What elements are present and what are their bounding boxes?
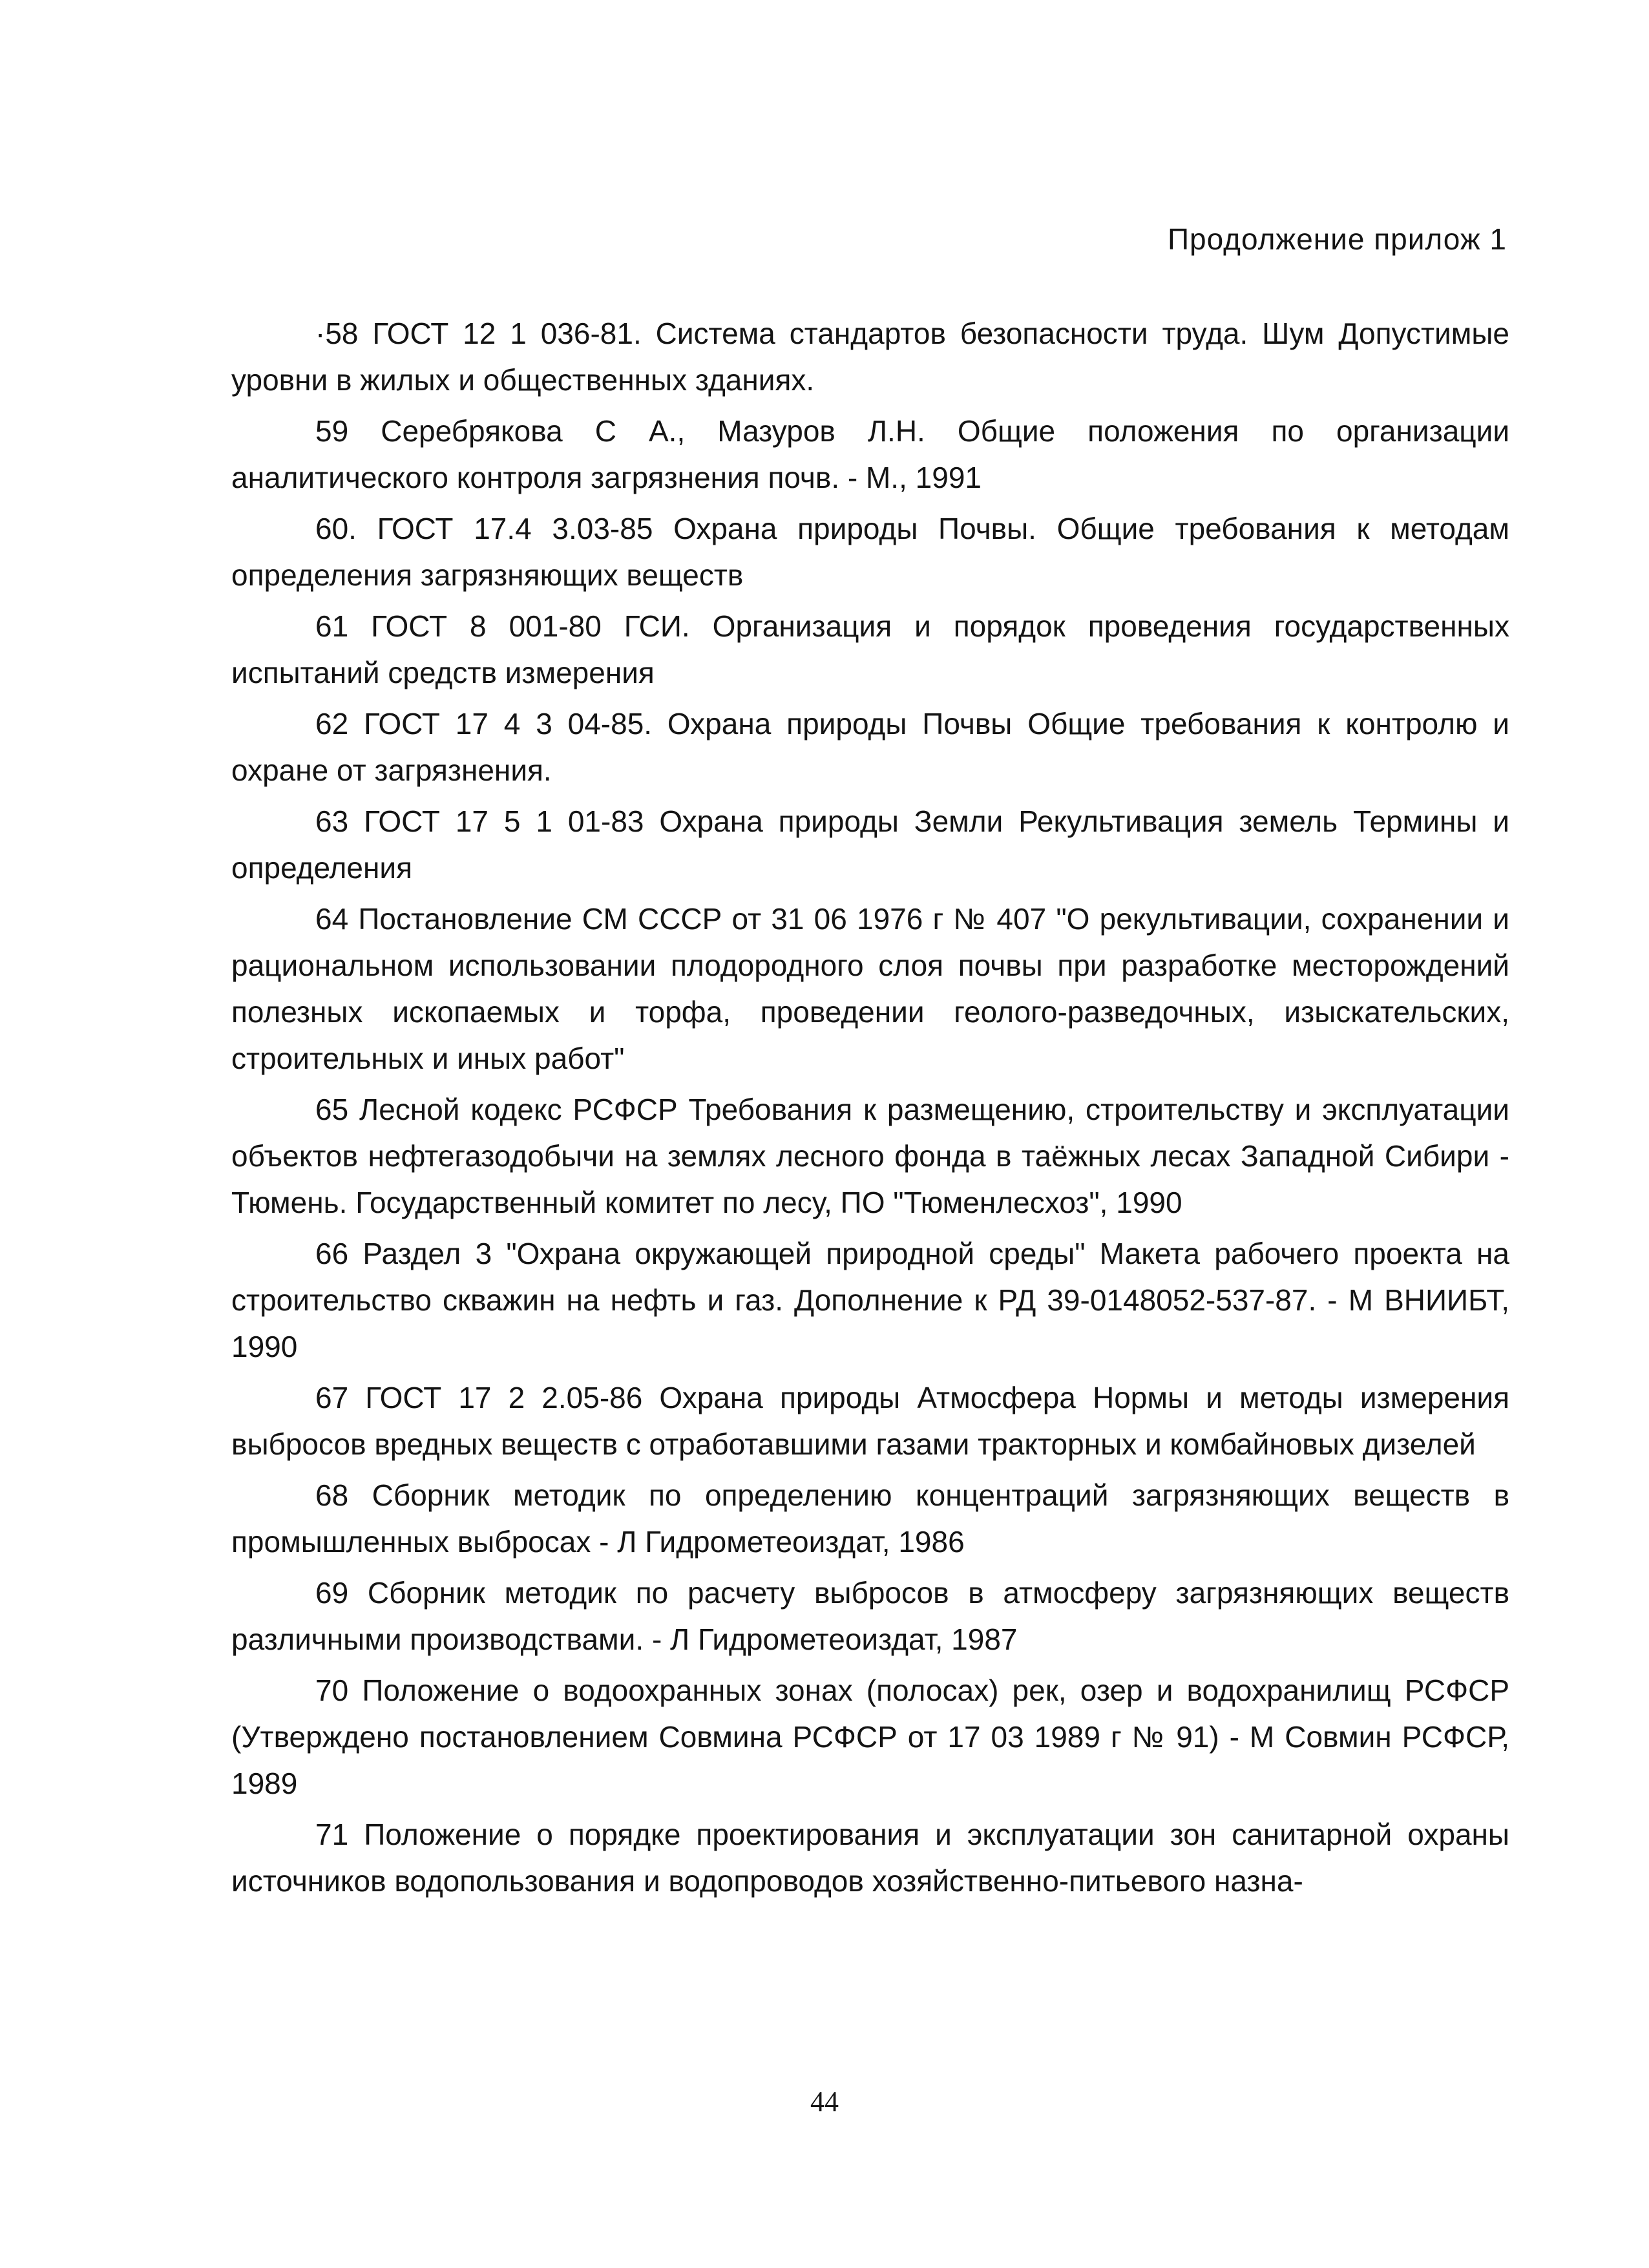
reference-text: Положение о порядке проектирования и эксплуатации зон санитарной охраны источников водопользования и водопроводов хозяйственно-питьевого назна- — [231, 1818, 1509, 1898]
reference-text: Сборник методик по определению концентраций загрязняющих веществ в промышленных выбросах - Л Гидрометеоиздат, 1986 — [231, 1478, 1510, 1559]
reference-number: 64 — [315, 902, 349, 936]
reference-item-60 — [231, 505, 1509, 598]
reference-item-63 — [231, 798, 1509, 891]
reference-text: Постановление СМ СССР от 31 06 1976 г № 407 "О рекультивации, сохранении и рациональном использовании плодородного слоя почвы при разработке месторождений полезных ископаемых и торфа, проведении геолого-разведочных, изыскательских, строительных и иных работ" — [231, 902, 1509, 1075]
reference-item-59 — [231, 408, 1509, 501]
reference-text: ГОСТ 17 2 2.05-86 Охрана природы Атмосфера Нормы и методы измерения выбросов вредных веществ с отработавшими газами тракторных и комбайновых дизелей — [231, 1381, 1510, 1461]
reference-item-64 — [231, 896, 1509, 1082]
reference-text: Лесной кодекс РСФСР Требования к размещению, строительству и эксплуатации объектов нефтегазодобычи на землях лесного фонда в таёжных лесах Западной Сибири - Тюмень. Государственный комитет по лесу, ПО "Тюменлесхоз", 1990 — [231, 1093, 1510, 1219]
reference-item-58 — [231, 310, 1509, 403]
appendix-continuation-header: Продолжение прилож 1 — [1167, 222, 1507, 256]
reference-text: ГОСТ 12 1 036-81. Система стандартов безопасности труда. Шум Допустимые уровни в жилых и общественных зданиях. — [231, 317, 1510, 397]
reference-item-70 — [231, 1667, 1509, 1807]
page-number: 44 — [810, 2086, 839, 2117]
reference-item-61 — [231, 603, 1509, 696]
reference-number: 60. — [315, 512, 357, 545]
reference-item-62 — [231, 700, 1509, 793]
reference-item-65 — [231, 1086, 1509, 1226]
reference-list — [231, 310, 1509, 1909]
reference-number: 71 — [315, 1818, 349, 1851]
reference-number: 70 — [315, 1674, 349, 1707]
reference-number: 61 — [315, 609, 349, 643]
reference-text: ГОСТ 8 001-80 ГСИ. Организация и порядок проведения государственных испытаний средств измерения — [231, 609, 1509, 689]
reference-text: Серебрякова С А., Мазуров Л.Н. Общие положения по организации аналитического контроля загрязнения почв. - М., 1991 — [231, 414, 1510, 494]
reference-number: 59 — [315, 414, 349, 448]
reference-number: 65 — [315, 1093, 349, 1126]
reference-number: 69 — [315, 1576, 349, 1610]
reference-item-68 — [231, 1472, 1509, 1565]
reference-item-71 — [231, 1811, 1509, 1904]
reference-number: 66 — [315, 1237, 349, 1270]
reference-text: Раздел 3 "Охрана окружающей природной среды" Макета рабочего проекта на строительство скважин на нефть и газ. Дополнение к РД 39-0148052-537-87. - М ВНИИБТ, 1990 — [231, 1237, 1509, 1363]
reference-number: 63 — [315, 804, 349, 838]
reference-item-66 — [231, 1230, 1509, 1370]
reference-text: ГОСТ 17 5 1 01-83 Охрана природы Земли Рекультивация земель Термины и определения — [231, 804, 1509, 885]
reference-number: 67 — [315, 1381, 349, 1414]
reference-text: Положение о водоохранных зонах (полосах) рек, озер и водохранилищ РСФСР (Утверждено постановлением Совмина РСФСР от 17 03 1989 г № 91) - М Совмин РСФСР, 1989 — [231, 1674, 1510, 1800]
reference-number: ·58 — [315, 317, 359, 350]
reference-number: 68 — [315, 1478, 349, 1512]
reference-item-67 — [231, 1374, 1509, 1467]
reference-text: ГОСТ 17.4 3.03-85 Охрана природы Почвы. Общие требования к методам определения загрязняющих веществ — [231, 512, 1509, 592]
reference-text: ГОСТ 17 4 3 04-85. Охрана природы Почвы Общие требования к контролю и охране от загрязнения. — [231, 707, 1510, 787]
reference-number: 62 — [315, 707, 349, 740]
reference-text: Сборник методик по расчету выбросов в атмосферу загрязняющих веществ различными производствами. - Л Гидрометеоиздат, 1987 — [231, 1576, 1510, 1656]
reference-item-69 — [231, 1570, 1509, 1663]
